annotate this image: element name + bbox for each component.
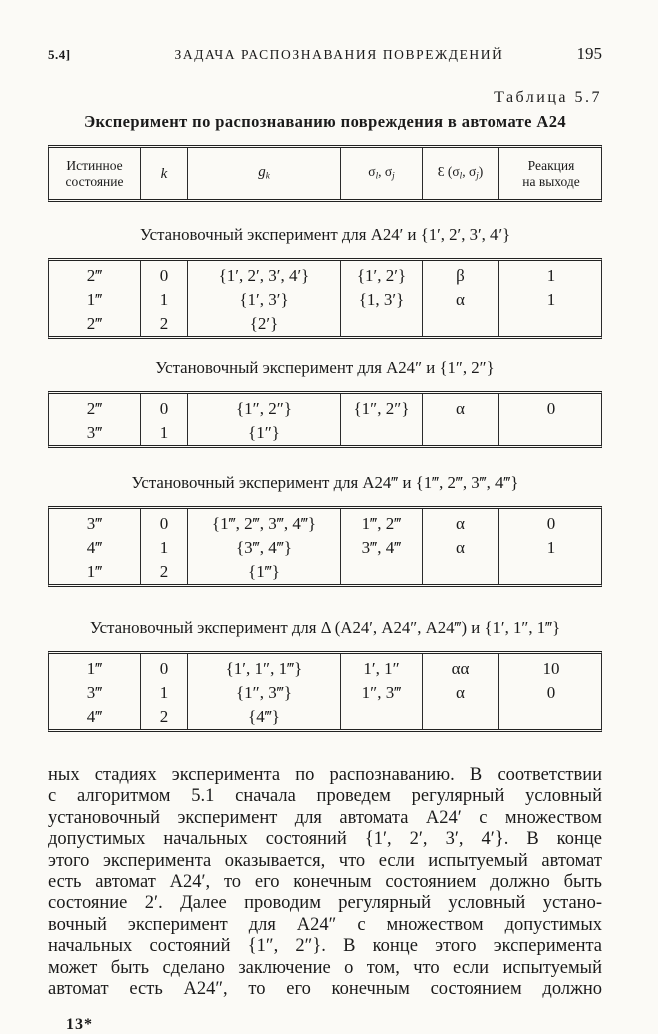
cell-sigma bbox=[341, 509, 423, 584]
text-line: {1″, 2″} bbox=[353, 399, 410, 418]
cell-e bbox=[423, 261, 499, 336]
header-col-e-function: Ɛ ($\sigma_l$, $\sigma_j$) bbox=[423, 148, 499, 199]
text-line: {4‴} bbox=[248, 707, 280, 726]
cell-output bbox=[499, 261, 603, 336]
text-line: α bbox=[456, 514, 465, 533]
text-line: 3‴ bbox=[86, 423, 103, 442]
text-line: 2‴ bbox=[86, 399, 103, 418]
cell-k bbox=[141, 509, 188, 584]
section-marker: 5.4] bbox=[48, 47, 71, 62]
text-line: Истинное bbox=[66, 157, 123, 173]
cell-e bbox=[423, 654, 499, 729]
text-line: {1‴, 2‴, 3‴, 4‴} bbox=[211, 514, 317, 533]
cell-true-state bbox=[49, 394, 141, 445]
text-line: 1 bbox=[159, 290, 169, 309]
text-line: {1″} bbox=[248, 423, 280, 442]
text-line: 1′, 1″ bbox=[363, 659, 400, 678]
page-header bbox=[48, 44, 602, 64]
text-line: 0 bbox=[159, 659, 169, 678]
results-table-header bbox=[48, 145, 602, 202]
text-line: {2′} bbox=[249, 314, 279, 333]
text-line: 0 bbox=[159, 399, 169, 418]
text-line: 1 bbox=[159, 683, 169, 702]
text-line: 1‴ bbox=[86, 562, 103, 581]
text-line: 2‴ bbox=[86, 314, 103, 333]
text-line: 1‴ bbox=[86, 290, 103, 309]
text-line: 0 bbox=[546, 683, 556, 702]
page-footer-signature: 13* bbox=[66, 1016, 93, 1034]
table-title: Эксперимент по распознаванию повреждения в автомате А24 bbox=[83, 112, 567, 131]
cell-sigma bbox=[341, 394, 423, 445]
experiment-table-3 bbox=[48, 506, 602, 587]
experiment-table-4 bbox=[48, 651, 602, 732]
text-line: α bbox=[456, 399, 465, 418]
text-line: вочный эксперимент для А24″ с множеством допустимых bbox=[48, 914, 602, 935]
cell-sigma bbox=[341, 261, 423, 336]
text-line: 2‴ bbox=[86, 266, 103, 285]
text-line: может быть сделано заключение о том, что если испытуемый bbox=[48, 957, 602, 978]
text-line: α bbox=[456, 290, 465, 309]
text-line: 2 bbox=[159, 562, 169, 581]
page-content bbox=[48, 0, 602, 1034]
body-paragraph bbox=[48, 765, 602, 1000]
text-line: 1‴, 2‴ bbox=[361, 514, 402, 533]
text-line: автомат есть А24″, то его конечным состоянием должно bbox=[48, 978, 602, 999]
text-line: 2 bbox=[159, 314, 169, 333]
cell-gk bbox=[188, 509, 341, 584]
header-col-k: k bbox=[141, 148, 188, 199]
cell-k bbox=[141, 261, 188, 336]
experiment-section-title-4: Установочный эксперимент для Δ (А24′, А24″, А24‴) и {1′, 1″, 1‴} bbox=[89, 618, 561, 637]
experiment-section-title-3: Установочный эксперимент для А24‴ и {1‴, 2‴, 3‴, 4‴} bbox=[131, 473, 519, 492]
text-line: 0 bbox=[546, 514, 556, 533]
text-line: 1 bbox=[546, 538, 556, 557]
header-col-reaction bbox=[499, 148, 603, 199]
text-line: установочный эксперимент для автомата А24′ с множеством bbox=[48, 807, 602, 828]
text-line: 1 bbox=[546, 266, 556, 285]
text-line: 3‴ bbox=[86, 514, 103, 533]
text-line: {3‴, 4‴} bbox=[236, 538, 292, 557]
cell-k bbox=[141, 654, 188, 729]
text-line: на выходе bbox=[522, 173, 580, 189]
text-line: ных стадиях эксперимента по распознаванию. В соответствии bbox=[48, 765, 602, 785]
text-line: 0 bbox=[159, 266, 169, 285]
cell-e bbox=[423, 394, 499, 445]
text-line: α bbox=[456, 538, 465, 557]
cell-sigma bbox=[341, 654, 423, 729]
experiment-section-title-1: Установочный эксперимент для А24′ и {1′, 2′, 3′, 4′} bbox=[139, 225, 511, 244]
running-title: ЗАДАЧА РАСПОЗНАВАНИЯ ПОВРЕЖДЕНИЙ bbox=[174, 47, 504, 62]
cell-true-state bbox=[49, 261, 141, 336]
text-line: 4‴ bbox=[86, 707, 103, 726]
text-line: 2 bbox=[159, 707, 169, 726]
cell-e bbox=[423, 509, 499, 584]
cell-true-state bbox=[49, 654, 141, 729]
text-line: 1 bbox=[159, 538, 169, 557]
text-line: αα bbox=[451, 659, 470, 678]
text-line: 4‴ bbox=[86, 538, 103, 557]
text-line: {1, 3′} bbox=[358, 290, 405, 309]
cell-true-state bbox=[49, 509, 141, 584]
text-line: {1′, 1″, 1‴} bbox=[225, 659, 303, 678]
cell-output bbox=[499, 654, 603, 729]
text-line: 1‴ bbox=[86, 659, 103, 678]
experiment-section-title-2: Установочный эксперимент для А24″ и {1″, 2″} bbox=[155, 358, 495, 377]
text-line: β bbox=[456, 266, 465, 285]
table-caption: Таблица 5.7 bbox=[494, 89, 602, 106]
cell-k bbox=[141, 394, 188, 445]
experiment-table-2 bbox=[48, 391, 602, 448]
text-line: этого эксперимента оказывается, что если испытуемый автомат bbox=[48, 850, 602, 871]
text-line: {1″, 3‴} bbox=[236, 683, 292, 702]
text-line: состояние 2′. Далее проводим регулярный условный устано- bbox=[48, 893, 602, 914]
cell-gk bbox=[188, 654, 341, 729]
text-line: 1 bbox=[546, 290, 556, 309]
header-col-sigma: $\sigma_l$, $\sigma_j$ bbox=[341, 148, 423, 199]
text-line: 10 bbox=[542, 659, 560, 678]
text-line: состояние bbox=[65, 173, 124, 189]
text-line: 1 bbox=[159, 423, 169, 442]
text-line: 0 bbox=[546, 399, 556, 418]
experiment-table-1 bbox=[48, 258, 602, 339]
text-line: Реакция bbox=[527, 157, 575, 173]
text-line: {1′, 2′, 3′, 4′} bbox=[218, 266, 310, 285]
text-line: 1″, 3‴ bbox=[361, 683, 402, 702]
text-line: 3‴, 4‴ bbox=[361, 538, 402, 557]
page-number: 195 bbox=[576, 44, 602, 63]
cell-output bbox=[499, 509, 603, 584]
header-col-true-state bbox=[49, 148, 141, 199]
cell-output bbox=[499, 394, 603, 445]
text-line: {1′, 3′} bbox=[239, 290, 289, 309]
text-line: α bbox=[456, 683, 465, 702]
text-line: 0 bbox=[159, 514, 169, 533]
text-line: с алгоритмом 5.1 сначала проведем регулярный условный bbox=[48, 786, 602, 807]
text-line: есть автомат А24′, то его конечным состоянием должно быть bbox=[48, 871, 602, 892]
text-line: {1″, 2″} bbox=[236, 399, 292, 418]
cell-gk bbox=[188, 394, 341, 445]
text-line: начальных состояний {1″, 2″}. В конце этого эксперимента bbox=[48, 936, 602, 957]
header-col-gk: $g_k$ bbox=[188, 148, 341, 199]
text-line: допустимых начальных состояний {1′, 2′, 3′, 4′}. В конце bbox=[48, 829, 602, 850]
text-line: {1′, 2′} bbox=[356, 266, 407, 285]
text-line: {1‴} bbox=[248, 562, 280, 581]
text-line: 3‴ bbox=[86, 683, 103, 702]
cell-gk bbox=[188, 261, 341, 336]
